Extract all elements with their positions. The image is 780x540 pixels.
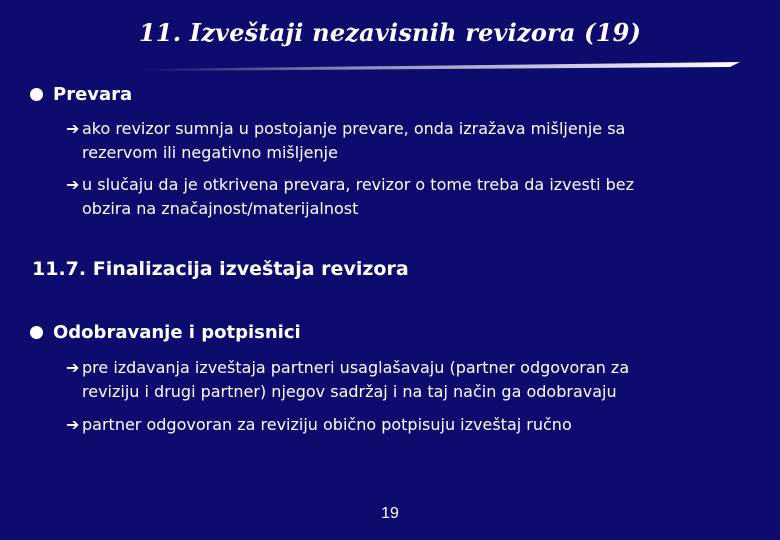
list-item: [66, 356, 736, 404]
section-heading: Prevara: [53, 84, 133, 105]
item-text: ako revizor sumnja u postojanje prevare, onda izražava mišljenje sa: [82, 119, 626, 138]
bullet-prevara: [30, 84, 132, 105]
arrow-right-icon: ➔: [66, 119, 80, 138]
list-item: [66, 117, 736, 165]
item-text: pre izdavanja izveštaja partneri usaglašavaju (partner odgovoran za: [82, 358, 630, 377]
list-item: [66, 413, 736, 437]
arrow-right-icon: ➔: [66, 175, 80, 194]
section-subheading: 11.7. Finalizacija izveštaja revizora: [32, 258, 409, 280]
section-heading: Odobravanje i potpisnici: [53, 322, 301, 343]
arrow-right-icon: ➔: [66, 415, 80, 434]
item-text-continued: reviziju i drugi partner) njegov sadržaj i na taj način ga odobravaju: [82, 382, 617, 401]
item-text-continued: obzira na značajnost/materijalnost: [82, 199, 359, 218]
item-text: partner odgovoran za reviziju obično potpisuju izveštaj ručno: [82, 415, 572, 434]
title-underline: [140, 62, 740, 72]
bullet-odobravanje: [30, 322, 301, 343]
arrow-right-icon: ➔: [66, 358, 80, 377]
item-text-continued: rezervom ili negativno mišljenje: [82, 143, 338, 162]
list-item: [66, 173, 736, 221]
item-text: u slučaju da je otkrivena prevara, revizor o tome treba da izvesti bez: [82, 175, 635, 194]
page-number: 19: [381, 505, 399, 522]
slide-title: 11. Izveštaji nezavisnih revizora (19): [138, 18, 642, 47]
bullet-dot-icon: [30, 88, 43, 101]
bullet-dot-icon: [30, 326, 43, 339]
